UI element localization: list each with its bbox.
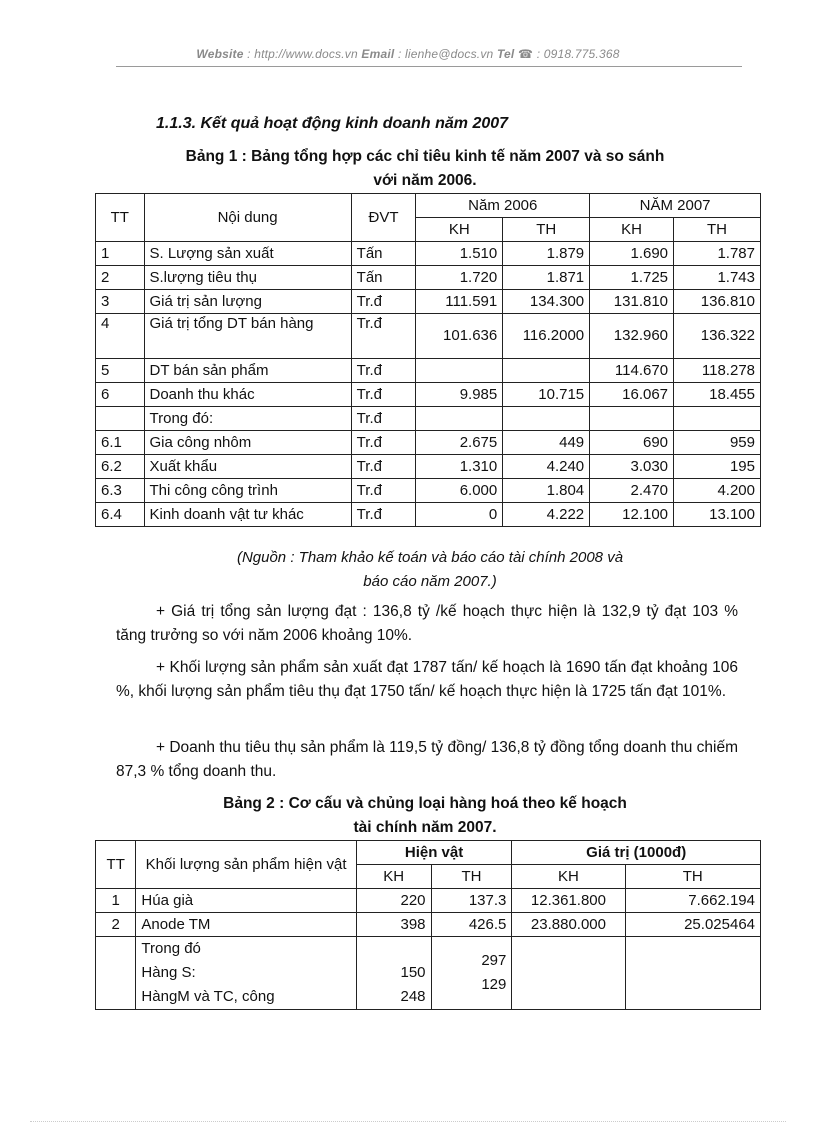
table2-cell-th-value: 25.025464 bbox=[625, 913, 760, 937]
t2-sub-th1: 297 bbox=[481, 952, 507, 969]
t2-sub-label1: Trong đó bbox=[141, 940, 201, 957]
table2-cell-product: Húa già bbox=[136, 889, 356, 913]
table1-cell-unit: Tr.đ bbox=[351, 290, 416, 314]
page-header bbox=[0, 47, 816, 61]
table1-cell-th-2007: 118.278 bbox=[674, 359, 761, 383]
table2-cell-kh-value: 12.361.800 bbox=[512, 889, 625, 913]
table2-cell-tt: 1 bbox=[96, 889, 136, 913]
table1-cell-kh-2006: 111.591 bbox=[416, 290, 503, 314]
table1-cell-th-2007: 195 bbox=[674, 455, 761, 479]
table1-cell-unit: Tr.đ bbox=[351, 503, 416, 527]
header-unit: ĐVT bbox=[351, 194, 416, 242]
tel-label: Tel bbox=[496, 47, 515, 61]
paragraph-3-text: + Doanh thu tiêu thụ sản phẩm là 119,5 tỷ đồng/ 136,8 tỷ đồng tổng doanh thu chiếm 87,3 % tổng doanh thu. bbox=[116, 739, 738, 780]
tel-value: ☎ : 0918.775.368 bbox=[518, 47, 620, 61]
t2-header-tt: TT bbox=[96, 841, 136, 889]
table1-cell-tt: 2 bbox=[96, 266, 145, 290]
table1-caption-line1: Bảng 1 : Bảng tổng hợp các chỉ tiêu kinh tế năm 2007 và so sánh bbox=[185, 148, 665, 165]
table1-cell-th-2006: 1.879 bbox=[503, 242, 590, 266]
header-divider bbox=[116, 66, 742, 67]
table1-caption-line2: với năm 2006. bbox=[373, 172, 477, 189]
table1-cell-tt: 3 bbox=[96, 290, 145, 314]
table2-caption-line2: tài chính năm 2007. bbox=[353, 819, 497, 836]
table2-caption bbox=[140, 792, 710, 840]
t2-sub-th2: 129 bbox=[481, 976, 507, 993]
header-th-2006: TH bbox=[503, 218, 590, 242]
table1-cell-kh-2007: 1.725 bbox=[590, 266, 674, 290]
table1-cell-th-2007: 136.810 bbox=[674, 290, 761, 314]
t2-sub-labels bbox=[136, 937, 356, 1010]
table1-cell-tt: 6.4 bbox=[96, 503, 145, 527]
table1-cell-tt: 6.3 bbox=[96, 479, 145, 503]
table1-cell-kh-2006 bbox=[416, 359, 503, 383]
table1-cell-content: S. Lượng sản xuất bbox=[144, 242, 351, 266]
paragraph-1-text: + Giá trị tổng sản lượng đạt : 136,8 tỷ /kế hoạch thực hiện là 132,9 tỷ đạt 103 % tăng trưởng so với năm 2006 khoảng 10%. bbox=[116, 603, 738, 644]
header-year-2007: NĂM 2007 bbox=[590, 194, 761, 218]
table1-cell-kh-2007: 16.067 bbox=[590, 383, 674, 407]
t2-sub-value-th bbox=[625, 937, 760, 1010]
table1-caption bbox=[140, 145, 710, 193]
table1-cell-th-2006: 4.222 bbox=[503, 503, 590, 527]
header-kh-2007: KH bbox=[590, 218, 674, 242]
paragraph-1 bbox=[116, 600, 738, 648]
website-label: Website bbox=[196, 47, 244, 61]
table1-row bbox=[96, 407, 761, 431]
paragraph-2-text: + Khối lượng sản phẩm sản xuất đạt 1787 tấn/ kế hoạch là 1690 tấn đạt khoảng 106 %, khối lượng sản phẩm tiêu thụ đạt 1750 tấn/ kế hoạch thực hiện là 1725 tấn đạt 101%. bbox=[116, 659, 738, 700]
table1-cell-th-2007: 1.787 bbox=[674, 242, 761, 266]
table1-cell-kh-2006: 101.636 bbox=[416, 314, 503, 359]
table1-cell-kh-2006: 2.675 bbox=[416, 431, 503, 455]
header-th-2007: TH bbox=[674, 218, 761, 242]
table1-cell-content: Gia công nhôm bbox=[144, 431, 351, 455]
table1-cell-tt: 4 bbox=[96, 314, 145, 359]
table1-cell-kh-2007: 690 bbox=[590, 431, 674, 455]
table1-row bbox=[96, 503, 761, 527]
t2-sub-th bbox=[431, 937, 512, 1010]
table1-row bbox=[96, 431, 761, 455]
table1-cell-kh-2006: 1.510 bbox=[416, 242, 503, 266]
table1-cell-unit: Tr.đ bbox=[351, 407, 416, 431]
table1-cell-tt: 6.1 bbox=[96, 431, 145, 455]
table1-row bbox=[96, 359, 761, 383]
table1-cell-content: DT bán sản phẩm bbox=[144, 359, 351, 383]
header-year-2006: Năm 2006 bbox=[416, 194, 590, 218]
table1-row bbox=[96, 383, 761, 407]
table1-cell-kh-2006 bbox=[416, 407, 503, 431]
table1-cell-kh-2007 bbox=[590, 407, 674, 431]
table1-cell-unit: Tr.đ bbox=[351, 359, 416, 383]
table2-cell-kh-physical: 398 bbox=[356, 913, 431, 937]
table1-cell-unit: Tr.đ bbox=[351, 479, 416, 503]
table1-cell-content: Giá trị tổng DT bán hàng bbox=[144, 314, 351, 359]
table1-cell-th-2007: 959 bbox=[674, 431, 761, 455]
table1-cell-unit: Tr.đ bbox=[351, 314, 416, 359]
table1-cell-kh-2006: 1.720 bbox=[416, 266, 503, 290]
table1-cell-content: Trong đó: bbox=[144, 407, 351, 431]
table1-cell-th-2006: 10.715 bbox=[503, 383, 590, 407]
table1-row bbox=[96, 266, 761, 290]
t2-header-value: Giá trị (1000đ) bbox=[512, 841, 761, 865]
table2-row bbox=[96, 889, 761, 913]
table1-cell-content: Xuất khẩu bbox=[144, 455, 351, 479]
table1-cell-tt: 1 bbox=[96, 242, 145, 266]
table1-cell-kh-2006: 0 bbox=[416, 503, 503, 527]
email-value: : lienhe@docs.vn bbox=[397, 47, 494, 61]
source-line1: (Nguồn : Tham khảo kế toán và báo cáo tài chính 2008 và bbox=[236, 549, 624, 566]
table1-row bbox=[96, 290, 761, 314]
footer-divider bbox=[30, 1121, 786, 1122]
table1-cell-content: Giá trị sản lượng bbox=[144, 290, 351, 314]
header-tt: TT bbox=[96, 194, 145, 242]
table1-cell-th-2006: 116.2000 bbox=[503, 314, 590, 359]
table1-cell-unit: Tr.đ bbox=[351, 383, 416, 407]
table1-cell-th-2006 bbox=[503, 359, 590, 383]
table1-row bbox=[96, 479, 761, 503]
header-kh-2006: KH bbox=[416, 218, 503, 242]
header-content: Nội dung bbox=[144, 194, 351, 242]
table1-cell-kh-2007: 1.690 bbox=[590, 242, 674, 266]
source-note bbox=[160, 546, 700, 594]
table1-cell-th-2007: 1.743 bbox=[674, 266, 761, 290]
table2-cell-kh-physical: 220 bbox=[356, 889, 431, 913]
paragraph-3 bbox=[116, 736, 738, 784]
t2-header-physical: Hiện vật bbox=[356, 841, 512, 865]
table1-cell-unit: Tấn bbox=[351, 266, 416, 290]
table1-cell-th-2006: 449 bbox=[503, 431, 590, 455]
table1-cell-tt: 5 bbox=[96, 359, 145, 383]
table1-cell-content: Thi công công trình bbox=[144, 479, 351, 503]
t2-sub-label2: Hàng S: bbox=[141, 964, 196, 981]
table1-cell-th-2007: 13.100 bbox=[674, 503, 761, 527]
table1-cell-th-2006: 4.240 bbox=[503, 455, 590, 479]
table1-cell-unit: Tr.đ bbox=[351, 431, 416, 455]
t2-header-th-physical: TH bbox=[431, 865, 512, 889]
table1-cell-tt bbox=[96, 407, 145, 431]
email-label: Email bbox=[361, 47, 395, 61]
table1-row bbox=[96, 455, 761, 479]
table1-cell-kh-2007: 2.470 bbox=[590, 479, 674, 503]
table1-cell-kh-2006: 1.310 bbox=[416, 455, 503, 479]
table2-cell-th-value: 7.662.194 bbox=[625, 889, 760, 913]
table1-cell-tt: 6 bbox=[96, 383, 145, 407]
table1-cell-kh-2006: 9.985 bbox=[416, 383, 503, 407]
table1-cell-content: Kinh doanh vật tư khác bbox=[144, 503, 351, 527]
table1-cell-tt: 6.2 bbox=[96, 455, 145, 479]
t2-sub-kh bbox=[356, 937, 431, 1010]
table2-cell-kh-value: 23.880.000 bbox=[512, 913, 625, 937]
section-title: 1.1.3. Kết quả hoạt động kinh doanh năm 2007 bbox=[156, 115, 509, 132]
table1-cell-th-2007: 136.322 bbox=[674, 314, 761, 359]
table1-cell-th-2006: 134.300 bbox=[503, 290, 590, 314]
t2-sub-tt bbox=[96, 937, 136, 1010]
table2-cell-tt: 2 bbox=[96, 913, 136, 937]
table1-cell-unit: Tr.đ bbox=[351, 455, 416, 479]
table1-cell-content: Doanh thu khác bbox=[144, 383, 351, 407]
table1-cell-unit: Tấn bbox=[351, 242, 416, 266]
t2-header-th-value: TH bbox=[625, 865, 760, 889]
table1 bbox=[95, 193, 761, 527]
table1-cell-th-2006: 1.804 bbox=[503, 479, 590, 503]
t2-header-kh-value: KH bbox=[512, 865, 625, 889]
t2-header-product: Khối lượng sản phẩm hiện vật bbox=[136, 841, 356, 889]
table1-cell-th-2007: 18.455 bbox=[674, 383, 761, 407]
table2 bbox=[95, 840, 761, 1010]
table1-cell-kh-2007: 114.670 bbox=[590, 359, 674, 383]
table2-row bbox=[96, 913, 761, 937]
table1-cell-kh-2007: 3.030 bbox=[590, 455, 674, 479]
table1-cell-kh-2007: 132.960 bbox=[590, 314, 674, 359]
t2-sub-value-kh bbox=[512, 937, 625, 1010]
table1-cell-th-2007 bbox=[674, 407, 761, 431]
table1-cell-th-2006 bbox=[503, 407, 590, 431]
website-url: : http://www.docs.vn bbox=[247, 47, 358, 61]
table2-cell-th-physical: 426.5 bbox=[431, 913, 512, 937]
table1-cell-kh-2007: 131.810 bbox=[590, 290, 674, 314]
table2-caption-line1: Bảng 2 : Cơ cấu và chủng loại hàng hoá theo kế hoạch bbox=[223, 795, 627, 812]
table1-row bbox=[96, 242, 761, 266]
paragraph-2 bbox=[116, 656, 738, 704]
table2-cell-th-physical: 137.3 bbox=[431, 889, 512, 913]
table1-cell-kh-2006: 6.000 bbox=[416, 479, 503, 503]
t2-sub-label3: HàngM và TC, công bbox=[141, 988, 275, 1005]
t2-sub-kh1: 150 bbox=[400, 964, 426, 981]
table1-cell-kh-2007: 12.100 bbox=[590, 503, 674, 527]
table1-cell-th-2006: 1.871 bbox=[503, 266, 590, 290]
t2-header-kh-physical: KH bbox=[356, 865, 431, 889]
table1-cell-th-2007: 4.200 bbox=[674, 479, 761, 503]
table1-cell-content: S.lượng tiêu thụ bbox=[144, 266, 351, 290]
table2-subtotal-row bbox=[96, 937, 761, 1010]
table2-cell-product: Anode TM bbox=[136, 913, 356, 937]
table1-row bbox=[96, 314, 761, 359]
source-line2: báo cáo năm 2007.) bbox=[363, 573, 497, 590]
t2-sub-kh2: 248 bbox=[400, 988, 426, 1005]
